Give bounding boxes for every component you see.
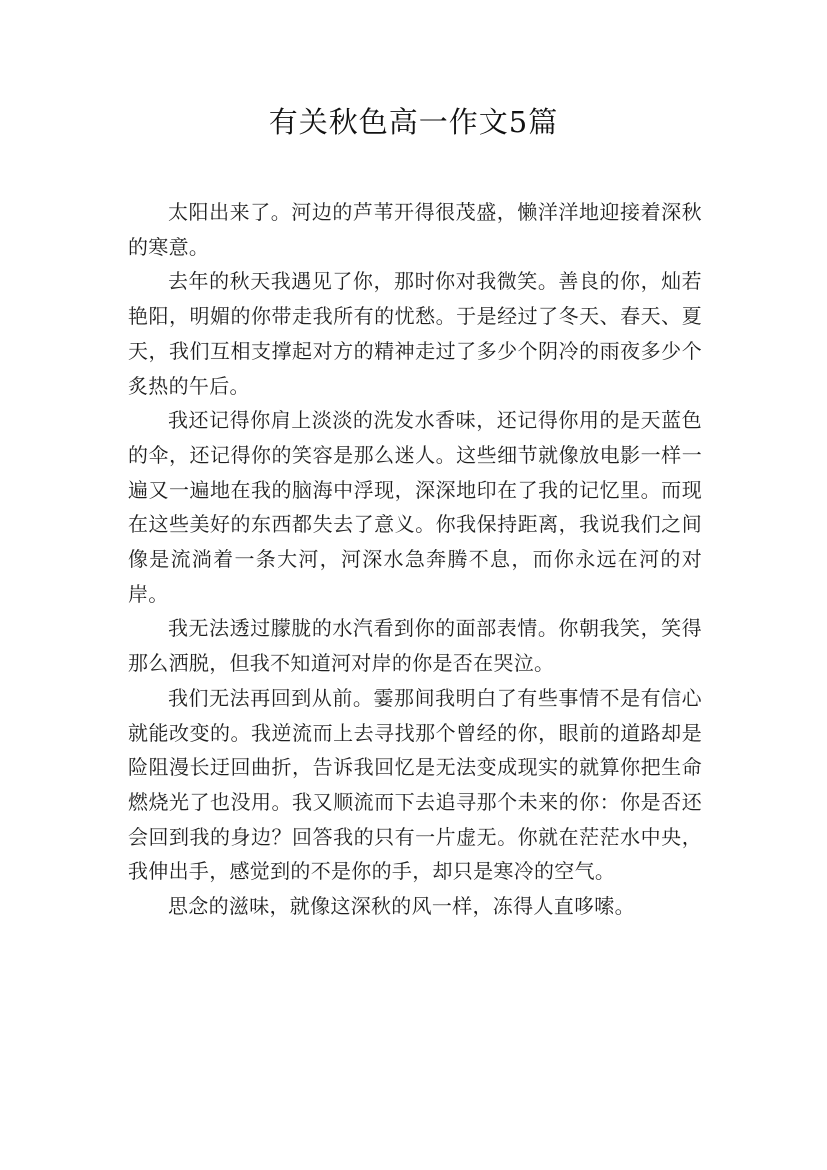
paragraph: 太阳出来了。河边的芦苇开得很茂盛，懒洋洋地迎接着深秋的寒意。 — [128, 200, 702, 259]
document-title: 有关秋色高一作文5篇 — [268, 105, 559, 139]
paragraph: 去年的秋天我遇见了你，那时你对我微笑。善良的你，灿若艳阳，明媚的你带走我所有的忧愁。于是经过了冬天、春天、夏天，我们互相支撑起对方的精神走过了多少个阴冷的雨夜多少个炙热的午后。 — [128, 269, 702, 398]
paragraph: 思念的滋味，就像这深秋的风一样，冻得人直哆嗦。 — [168, 894, 635, 919]
document-body — [128, 195, 702, 924]
paragraph: 我无法透过朦胧的水汽看到你的面部表情。你朝我笑，笑得那么洒脱，但我不知道河对岸的你是否在哭泣。 — [128, 616, 702, 676]
paragraph: 我们无法再回到从前。霎那间我明白了有些事情不是有信心就能改变的。我逆流而上去寻找那个曾经的你，眼前的道路却是险阻漫长迂回曲折，告诉我回忆是无法变成现实的就算你把生命燃烧光了也没用。我又顺流而下去追寻那个未来的你：你是否还会回到我的身边？回答我的只有一片虚无。你就在茫茫水中央，我伸出手，感觉到的不是你的手，却只是寒冷的空气。 — [128, 685, 702, 884]
paragraph: 我还记得你肩上淡淡的洗发水香味，还记得你用的是天蓝色的伞，还记得你的笑容是那么迷人。这些细节就像放电影一样一遍又一遍地在我的脑海中浮现，深深地印在了我的记忆里。而现在这些美好的东西都失去了意义。你我保持距离，我说我们之间像是流淌着一条大河，河深水急奔腾不息，而你永远在河的对岸。 — [128, 408, 702, 606]
